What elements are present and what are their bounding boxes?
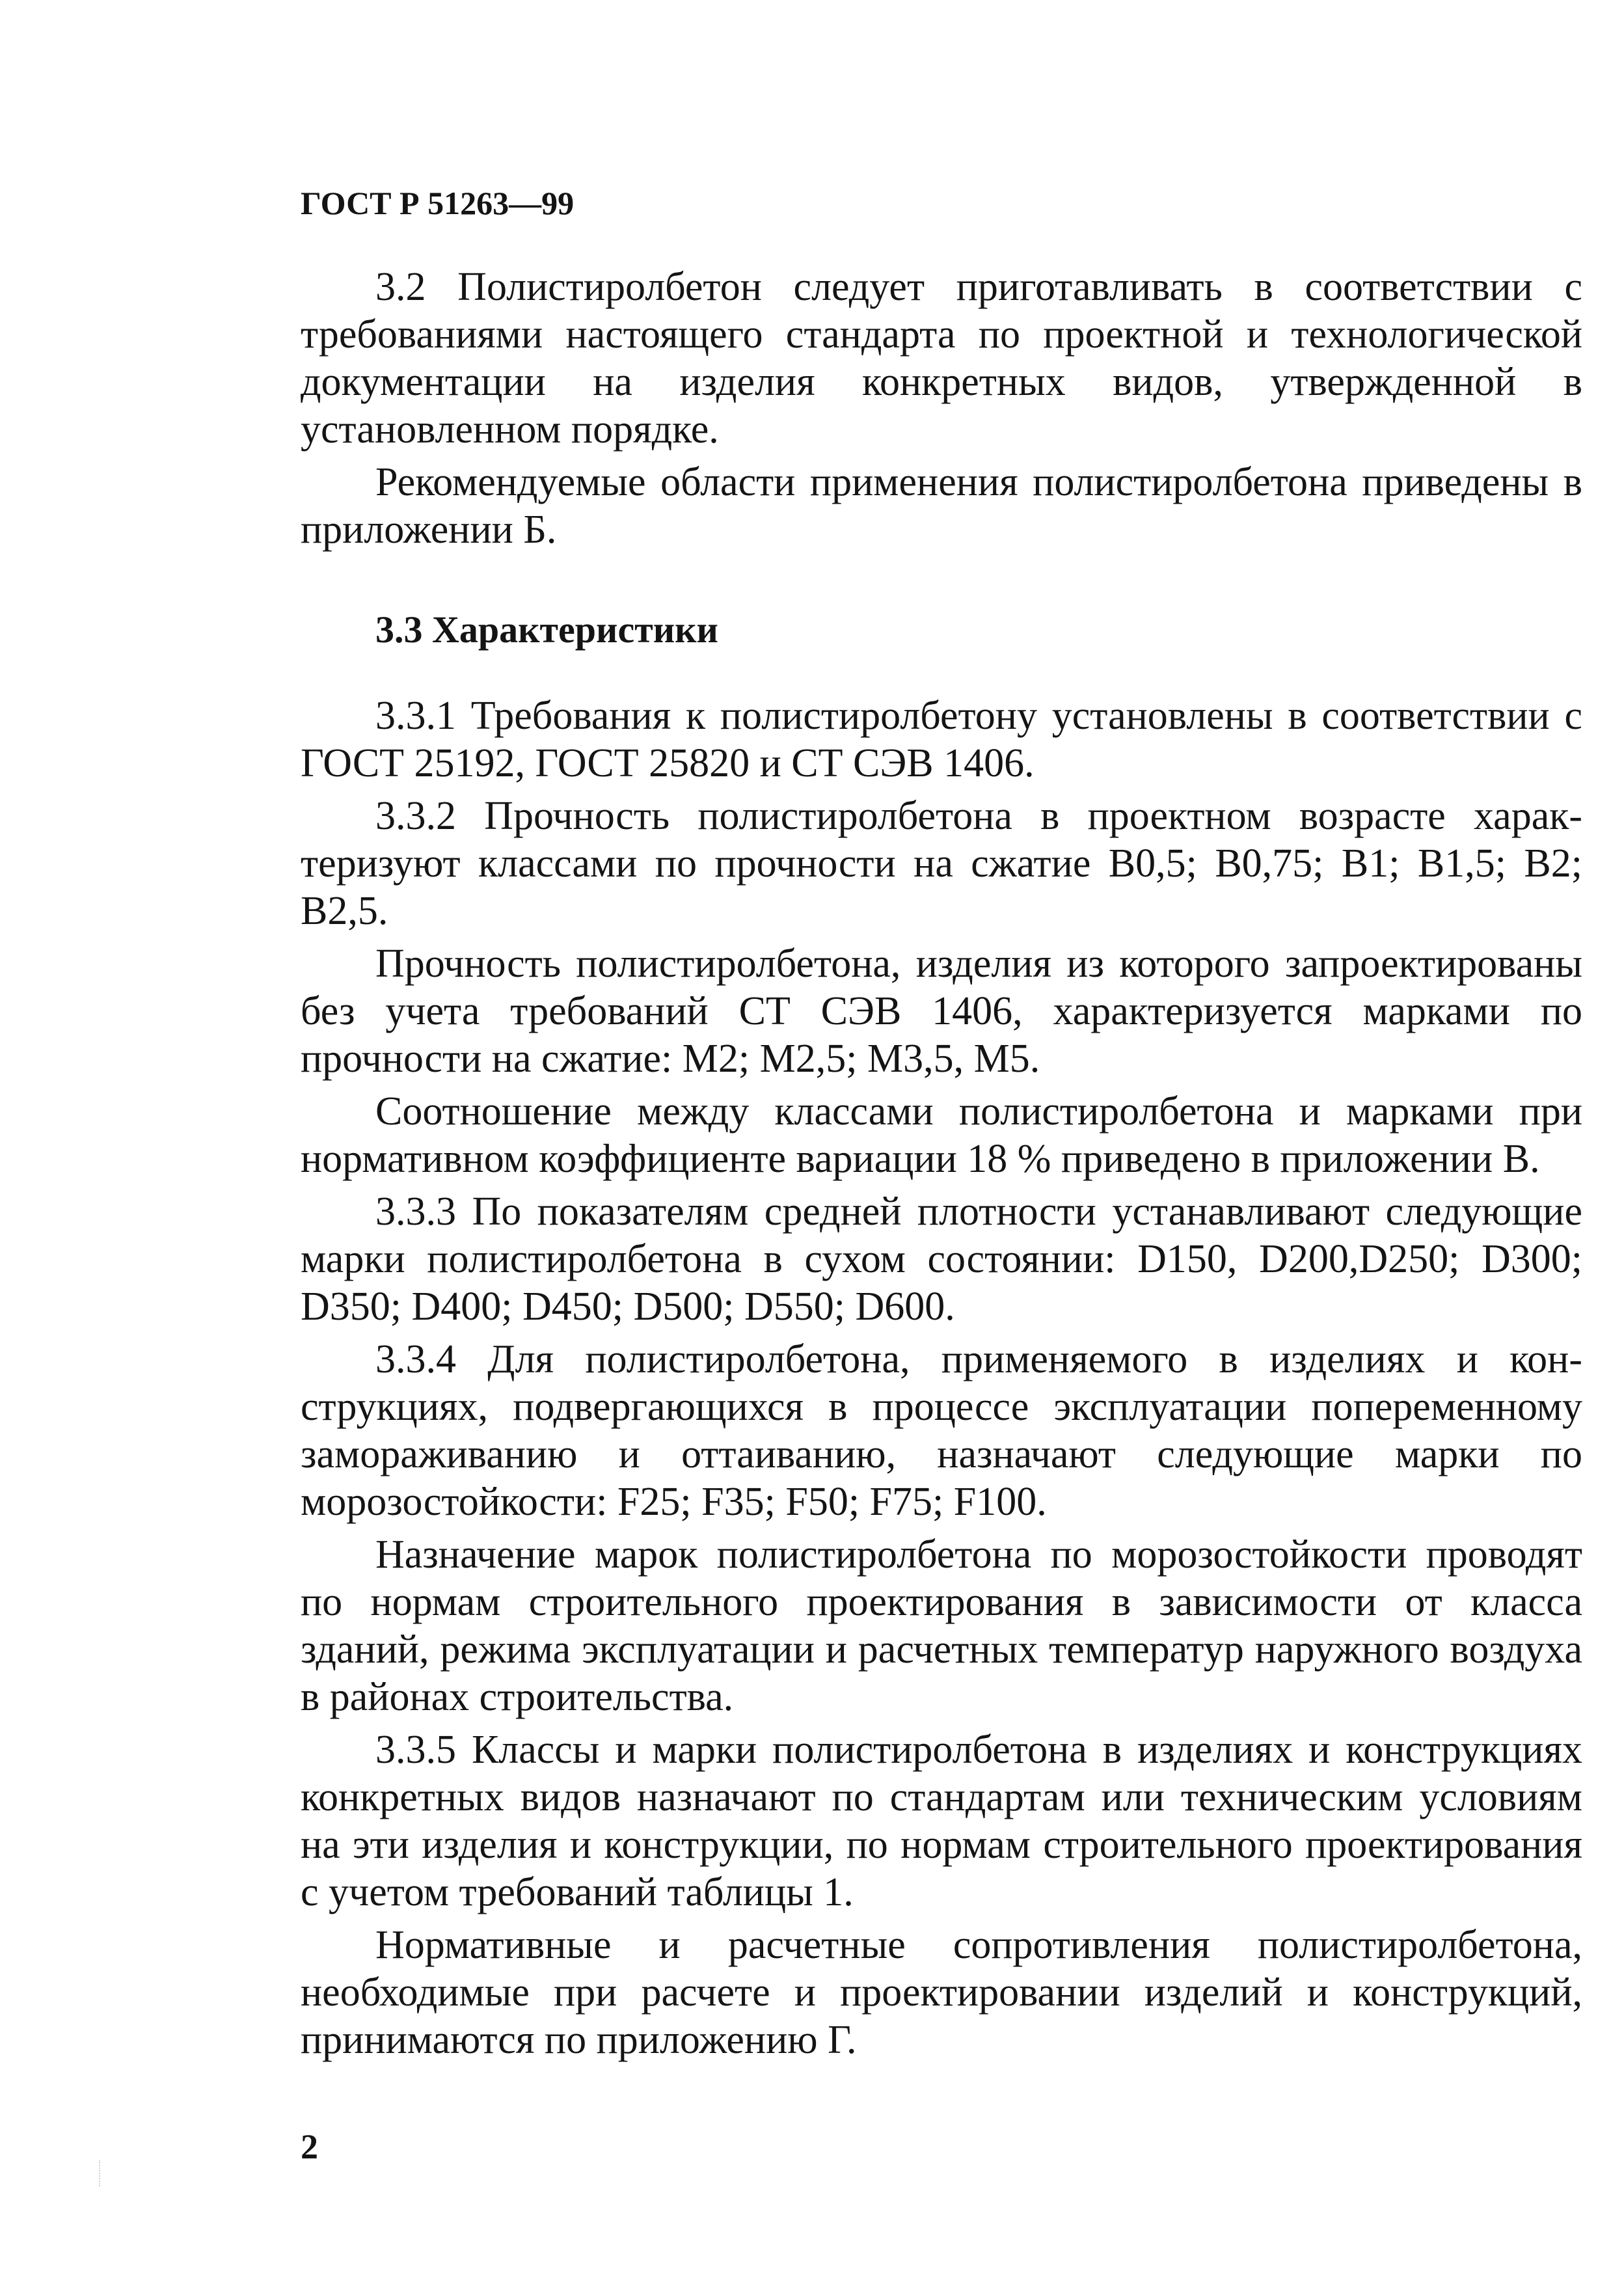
paragraph-3-3-2: 3.3.2 Прочность полистиролбетона в проектном возрасте характеризуют классами по прочности на сжатие В0,5; В0,75; В1; В1,5; В2; В2,5. [301, 794, 1582, 933]
paragraph-3-3-4: 3.3.4 Для полистиролбетона, применяемого в изделиях и конструкциях, подвергающихся в процессе эксплуатации попеременному замораживанию и оттаиванию, назначают следующие марки по морозостойкости: F25; F35; F50; F75; F100. [301, 1337, 1582, 1524]
document-body [301, 264, 1582, 2069]
paragraph-3-3-3: 3.3.3 По показателям средней плотности устанавливают следующие марки полистиролбетона в сухом состоянии: D150, D200,D250; D300; D350; D400; D450; D500; D550; D600. [301, 1190, 1582, 1329]
paragraph-3-2-recommendation: Рекомендуемые области применения полистиролбетона приведены в приложении Б. [301, 460, 1582, 552]
paragraph-3-3-1: 3.3.1 Требования к полистиролбетону установлены в соответствии с ГОСТ 25192, ГОСТ 25820 и СТ СЭВ 1406. [301, 694, 1582, 785]
paragraph-3-3-2-ratio: Соотношение между классами полистиролбетона и марками при нормативном коэффициенте вариации 18 % приведено в приложении В. [301, 1089, 1582, 1181]
paragraph-3-2: 3.2 Полистиролбетон следует приготавливать в соответствии с требованиями настоящего стандарта по проектной и технологической документации на изделия конкретных видов, утвержденной в установленном порядке. [301, 265, 1582, 452]
paragraph-3-3-5-resistance: Нормативные и расчетные сопротивления полистиролбетона, необходимые при расчете и проектировании изделий и конструкций, принимаются по приложению Г. [301, 1923, 1582, 2062]
page-number: 2 [301, 2127, 318, 2166]
standard-code-header: ГОСТ Р 51263—99 [301, 185, 575, 221]
paragraph-3-3-2-marks: Прочность полистиролбетона, изделия из которого запроектированы без учета требований СТ СЭВ 1406, характеризуется марками по прочности на сжатие: М2; М2,5; М3,5, М5. [301, 942, 1582, 1081]
paragraph-3-3-4-assignment: Назначение марок полистиролбетона по морозостойкости проводят по нормам строительного проектирования в зависимости от класса зданий, режима эксплуатации и расчетных температур наружного воздуха в районах строительства. [301, 1532, 1582, 1719]
paragraph-3-3-5: 3.3.5 Классы и марки полистиролбетона в изделиях и конструкциях конкретных видов назначают по стандартам или техническим условиям на эти изделия и конструкции, по нормам строительного проектирования с учетом требований таблицы 1. [301, 1728, 1582, 1914]
scan-artifact [99, 2160, 102, 2186]
section-heading-3-3: 3.3 Характеристики [375, 608, 718, 651]
